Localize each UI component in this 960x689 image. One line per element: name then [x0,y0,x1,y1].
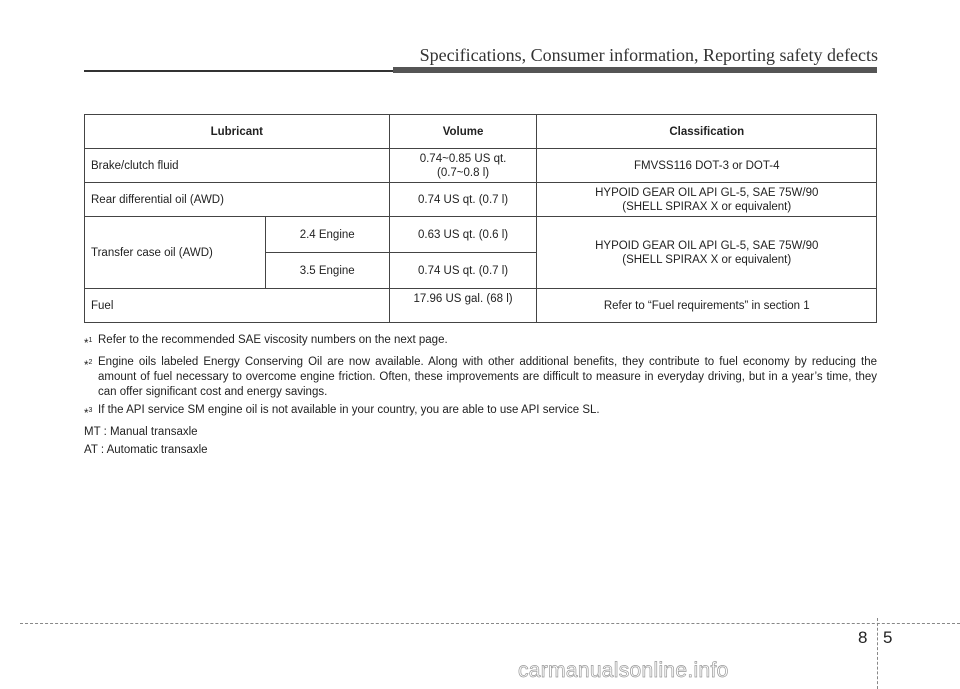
table-row [85,183,877,217]
footnote-text: Refer to the recommended SAE viscosity numbers on the next page. [98,334,448,346]
volume-line: (0.7~0.8 l) [436,167,490,179]
engine-cell: 3.5 Engine [265,253,389,289]
footer-divider [20,623,960,624]
volume-cell: 0.63 US qt. (0.6 l) [389,217,537,253]
volume-cell [389,149,537,183]
table-header-row [85,115,877,149]
footnote [84,355,877,400]
header-volume: Volume [389,115,537,149]
lubricant-cell: Fuel [85,289,390,323]
classification-line: HYPOID GEAR OIL API GL-5, SAE 75W/90 [595,186,819,199]
page-divider [877,618,878,689]
lubricant-cell: Brake/clutch fluid [85,149,390,183]
volume-cell: 17.96 US gal. (68 l) [389,289,537,323]
table-row [85,217,877,253]
classification-cell: Refer to “Fuel requirements” in section 1 [537,289,877,323]
footnote-marker: *$^3$ [84,406,93,420]
table-row [85,149,877,183]
classification-line: HYPOID GEAR OIL API GL-5, SAE 75W/90 [595,239,819,252]
header-rule-thick [393,67,877,73]
volume-cell: 0.74 US qt. (0.7 l) [389,253,537,289]
footnote-marker: *$^2$ [84,358,93,372]
abbreviation-mt: MT : Manual transaxle [84,425,198,438]
footnote-text: If the API service SM engine oil is not available in your country, you are able to use API service SL. [98,403,600,416]
classification-cell [537,217,877,289]
page-number: 5 [883,628,893,647]
footnote-text: Engine oils labeled Energy Conserving Oil are now available. Along with other additional benefits, they contribute to fuel economy by reducing the amount of fuel necessary to overcome engine friction. Often, these improvements are difficult to measure in everyday driving, but in a year’s time, they can offer significant cost and energy savings. [98,355,877,398]
classification-line: (SHELL SPIRAX X or equivalent) [622,253,792,266]
classification-cell [537,183,877,217]
lubricant-table [84,114,877,323]
header-lubricant: Lubricant [85,115,390,149]
classification-cell: FMVSS116 DOT-3 or DOT-4 [537,149,877,183]
abbreviation-at: AT : Automatic transaxle [84,443,208,456]
chapter-number: 8 [858,628,868,647]
lubricant-cell: Transfer case oil (AWD) [85,217,266,289]
section-title: Specifications, Consumer information, Reporting safety defects [419,45,878,65]
classification-line: (SHELL SPIRAX X or equivalent) [622,200,792,213]
watermark: carmanualsonline.info [518,659,729,682]
engine-cell: 2.4 Engine [265,217,389,253]
table-row [85,289,877,323]
header-rule-thin [84,70,394,72]
volume-cell: 0.74 US qt. (0.7 l) [389,183,537,217]
footnote-marker: *$^1$ [84,337,93,350]
header-classification: Classification [537,115,877,149]
footnote [84,403,877,422]
footnotes [84,333,877,461]
volume-line: 0.74~0.85 US qt. [419,153,507,165]
lubricant-cell: Rear differential oil (AWD) [85,183,390,217]
footnote [84,333,877,352]
